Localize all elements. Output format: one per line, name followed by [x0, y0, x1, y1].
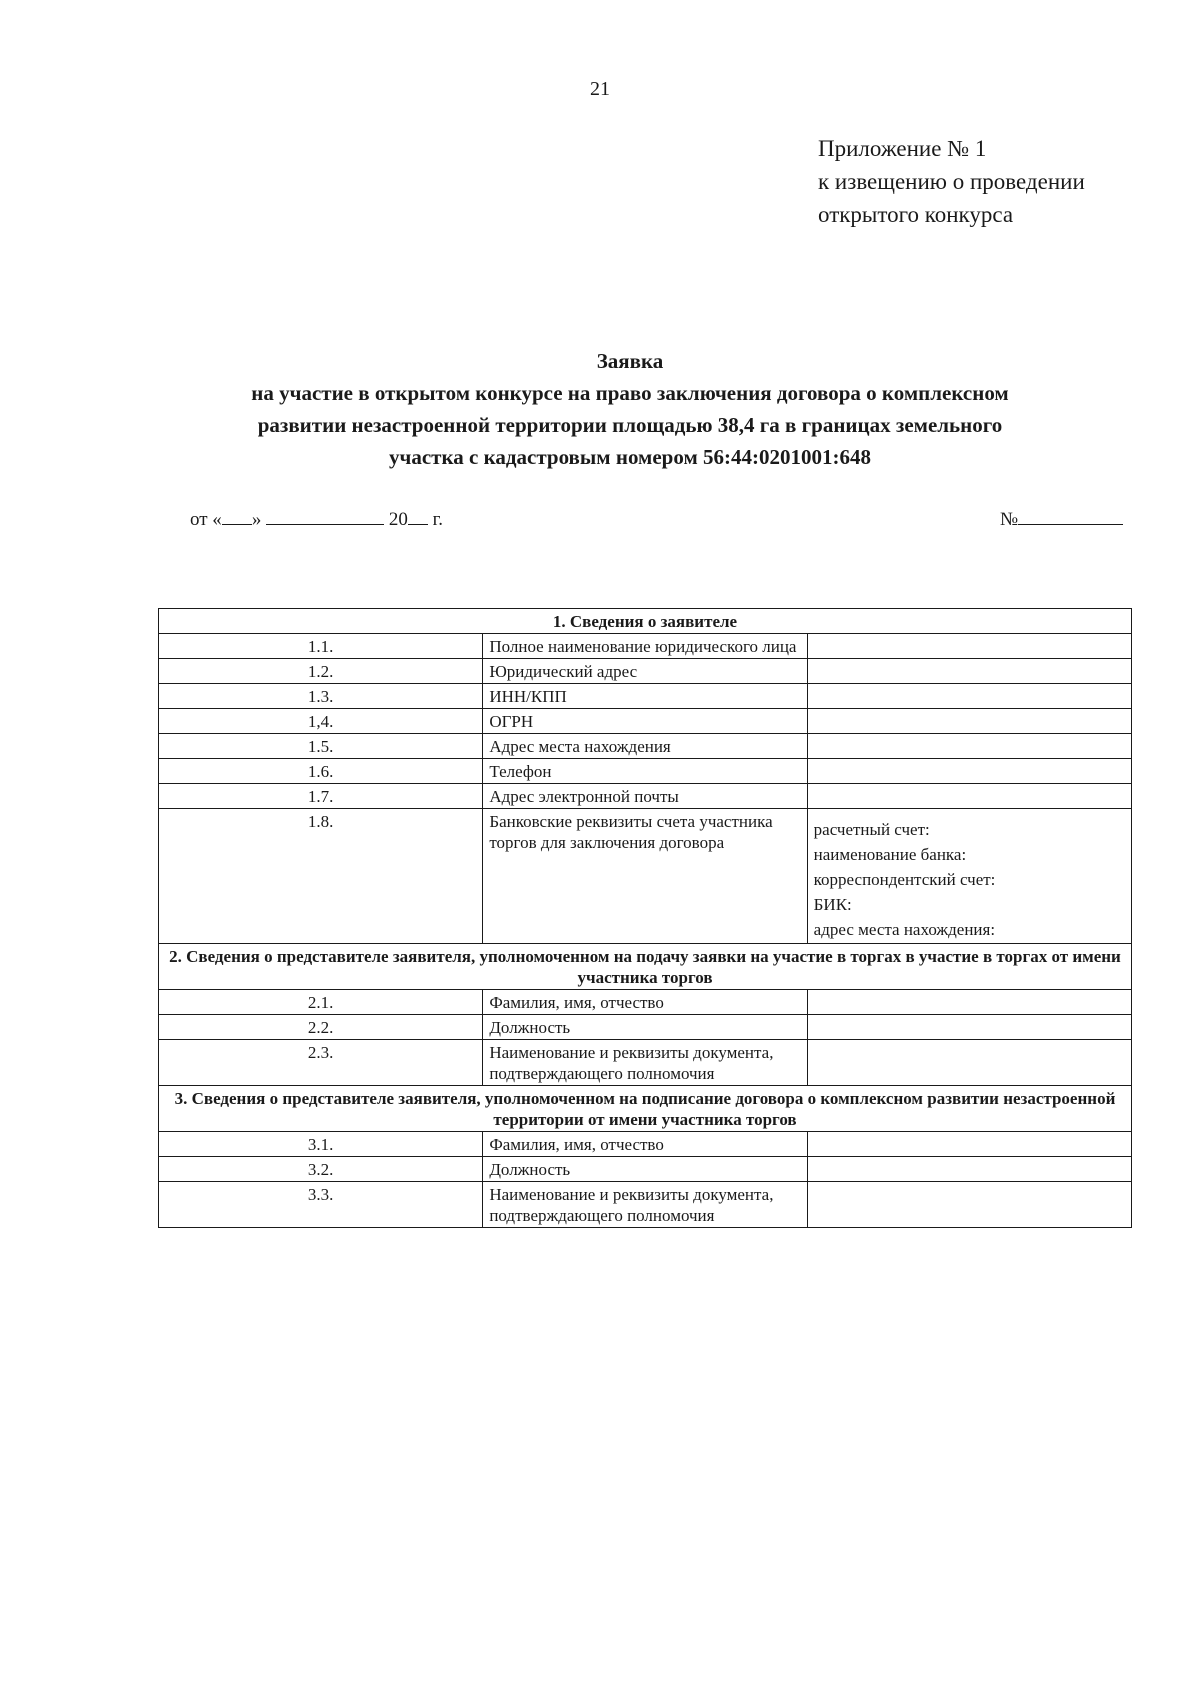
table-row — [159, 759, 1132, 784]
bank-field-address: адрес места нахождения: — [813, 920, 996, 939]
value-cell[interactable] — [807, 990, 1131, 1015]
title-line-2: развитии незастроенной территории площадью 38,4 га в границах земельного — [257, 413, 1003, 437]
section-header — [159, 609, 1132, 634]
bank-field-bank-name: наименование банка: — [813, 845, 967, 864]
row-label: ИНН/КПП — [483, 684, 807, 709]
value-cell[interactable] — [807, 659, 1131, 684]
row-number: 1.2. — [159, 659, 483, 684]
row-number: 1.8. — [159, 809, 483, 944]
value-cell[interactable] — [807, 1132, 1131, 1157]
row-number: 2.2. — [159, 1015, 483, 1040]
section-1-title: 1. Сведения о заявителе — [159, 609, 1132, 634]
appendix-line-2: к извещению о проведении — [818, 169, 1085, 194]
appendix-line-1: Приложение № 1 — [818, 136, 987, 161]
title-line-1: на участие в открытом конкурсе на право заключения договора о комплексном — [251, 381, 1009, 405]
row-number: 1.3. — [159, 684, 483, 709]
value-cell[interactable] — [807, 759, 1131, 784]
row-number: 3.3. — [159, 1182, 483, 1228]
table-row — [159, 990, 1132, 1015]
table-row — [159, 659, 1132, 684]
table-row — [159, 1182, 1132, 1228]
bank-field-account: расчетный счет: — [813, 820, 930, 839]
bank-field-corr-account: корреспондентский счет: — [813, 870, 996, 889]
table-row — [159, 1132, 1132, 1157]
row-number: 2.3. — [159, 1040, 483, 1086]
number-label: № — [1000, 509, 1019, 530]
date-line — [190, 506, 443, 531]
row-number: 1.5. — [159, 734, 483, 759]
date-mid: » — [251, 509, 262, 530]
appendix-header — [818, 132, 1085, 231]
row-number: 1.6. — [159, 759, 483, 784]
value-cell[interactable] — [807, 784, 1131, 809]
title-heading: Заявка — [596, 349, 664, 373]
table-row — [159, 734, 1132, 759]
date-suffix: г. — [432, 509, 443, 530]
date-year: 20 — [388, 509, 408, 530]
appendix-line-3: открытого конкурса — [818, 202, 1014, 227]
bank-field-bik: БИК: — [813, 895, 852, 914]
table-row — [159, 1157, 1132, 1182]
row-label: Наименование и реквизиты документа, подтверждающего полномочия — [483, 1040, 807, 1086]
section-header — [159, 944, 1132, 990]
table-row — [159, 784, 1132, 809]
row-label: ОГРН — [483, 709, 807, 734]
row-label: Полное наименование юридического лица — [483, 634, 807, 659]
title-line-3: участка с кадастровым номером 56:44:0201001:648 — [389, 445, 871, 469]
row-number: 1,4. — [159, 709, 483, 734]
month-blank[interactable] — [266, 506, 384, 525]
value-cell[interactable] — [807, 1040, 1131, 1086]
number-blank[interactable] — [1018, 506, 1123, 525]
value-cell[interactable] — [807, 734, 1131, 759]
table-row — [159, 1040, 1132, 1086]
value-cell[interactable] — [807, 634, 1131, 659]
section-header — [159, 1086, 1132, 1132]
year-blank[interactable] — [408, 506, 428, 525]
date-prefix: от « — [190, 509, 222, 530]
row-number: 2.1. — [159, 990, 483, 1015]
section-3-title: 3. Сведения о представителе заявителя, уполномоченном на подписание договора о комплексном развитии незастроенной территории от имени участника торгов — [159, 1086, 1132, 1132]
section-2-title: 2. Сведения о представителе заявителя, уполномоченном на подачу заявки на участие в торгах в участие в торгах от имени участника торгов — [159, 944, 1132, 990]
row-number: 3.2. — [159, 1157, 483, 1182]
table-row — [159, 684, 1132, 709]
value-cell[interactable] — [807, 1157, 1131, 1182]
value-cell[interactable] — [807, 1182, 1131, 1228]
row-label: Наименование и реквизиты документа, подтверждающего полномочия — [483, 1182, 807, 1228]
value-cell[interactable] — [807, 709, 1131, 734]
table-row — [159, 709, 1132, 734]
row-label: Должность — [483, 1157, 807, 1182]
page-number: 21 — [590, 78, 610, 100]
row-number: 3.1. — [159, 1132, 483, 1157]
row-label: Телефон — [483, 759, 807, 784]
row-label: Фамилия, имя, отчество — [483, 990, 807, 1015]
day-blank[interactable] — [222, 506, 252, 525]
row-number: 1.1. — [159, 634, 483, 659]
number-line — [1000, 506, 1123, 531]
table-row — [159, 1015, 1132, 1040]
value-cell[interactable] — [807, 684, 1131, 709]
row-label: Должность — [483, 1015, 807, 1040]
bank-details-cell[interactable] — [807, 809, 1131, 944]
table-row — [159, 634, 1132, 659]
document-title — [150, 345, 1110, 473]
table-row-bank-details — [159, 809, 1132, 944]
application-form-table — [158, 608, 1132, 1228]
row-label: Фамилия, имя, отчество — [483, 1132, 807, 1157]
value-cell[interactable] — [807, 1015, 1131, 1040]
row-label: Банковские реквизиты счета участника торгов для заключения договора — [483, 809, 807, 944]
row-label: Адрес электронной почты — [483, 784, 807, 809]
row-label: Адрес места нахождения — [483, 734, 807, 759]
row-label: Юридический адрес — [483, 659, 807, 684]
row-number: 1.7. — [159, 784, 483, 809]
